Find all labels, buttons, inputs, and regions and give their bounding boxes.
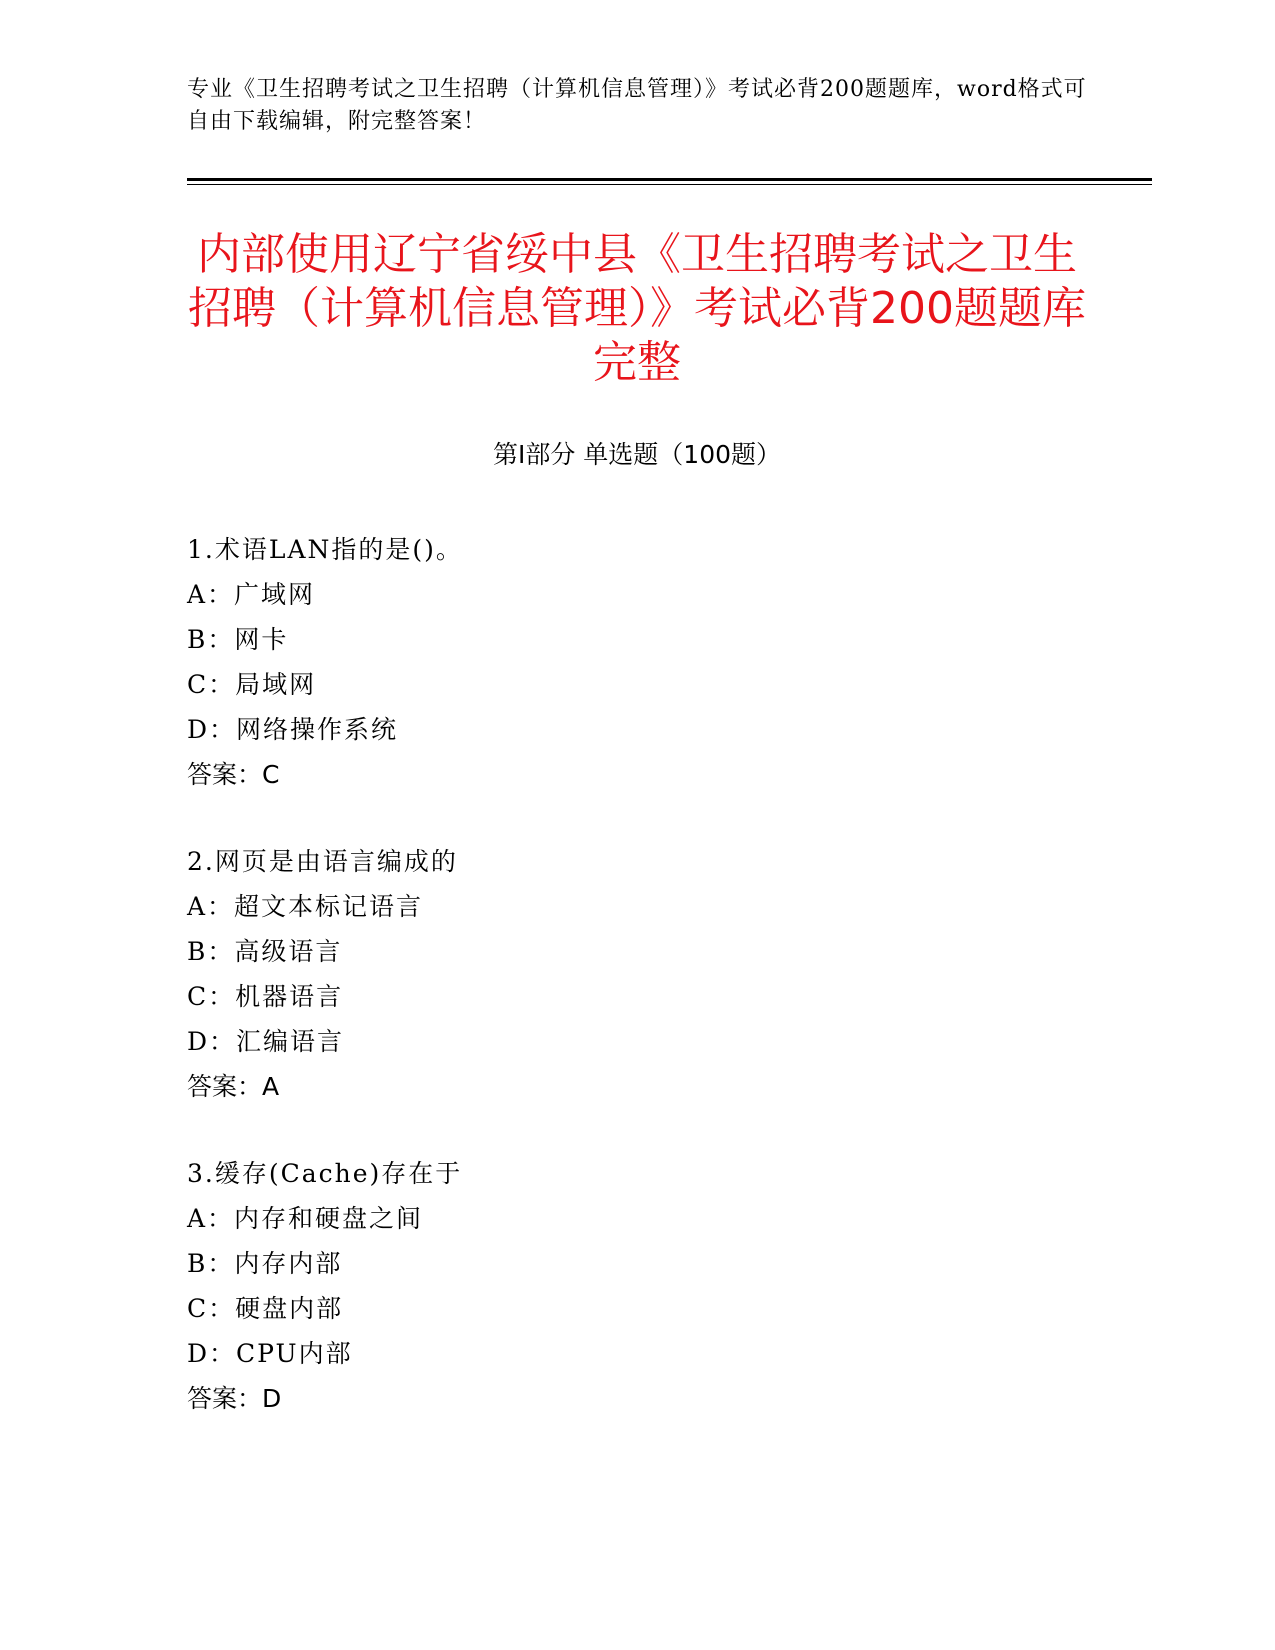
section-title: 第I部分 单选题（100题） [492,440,782,469]
question-3 [187,1151,1087,1421]
option-d: D：CPU内部 [187,1339,353,1368]
option-b: B：网卡 [187,625,289,654]
option-c: C：机器语言 [187,982,344,1011]
question-stem: 2.网页是由语言编成的 [187,847,458,876]
option-b: B：内存内部 [187,1249,343,1278]
question-list [187,527,1087,1463]
header-rule-thin [187,184,1152,185]
question-2 [187,839,1087,1109]
header-note: 专业《卫生招聘考试之卫生招聘（计算机信息管理）》考试必背200题题库，word格式可自由下载编辑，附完整答案！ [187,77,1087,134]
option-d: D：网络操作系统 [187,715,399,744]
question-stem: 1.术语LAN指的是()。 [187,535,463,564]
option-a: A：内存和硬盘之间 [187,1204,424,1233]
document-title: 内部使用辽宁省绥中县《卫生招聘考试之卫生招聘（计算机信息管理）》考试必背200题题库完整 [188,229,1086,388]
header-rule-thick [187,178,1152,181]
option-c: C：硬盘内部 [187,1294,344,1323]
question-stem: 3.缓存(Cache)存在于 [187,1159,463,1188]
answer: 答案：C [187,760,280,789]
answer: 答案：D [187,1384,282,1413]
option-a: A：广域网 [187,580,316,609]
question-1 [187,527,1087,797]
option-b: B：高级语言 [187,937,343,966]
answer: 答案：A [187,1072,280,1101]
option-c: C：局域网 [187,670,317,699]
option-d: D：汇编语言 [187,1027,345,1056]
option-a: A：超文本标记语言 [187,892,424,921]
